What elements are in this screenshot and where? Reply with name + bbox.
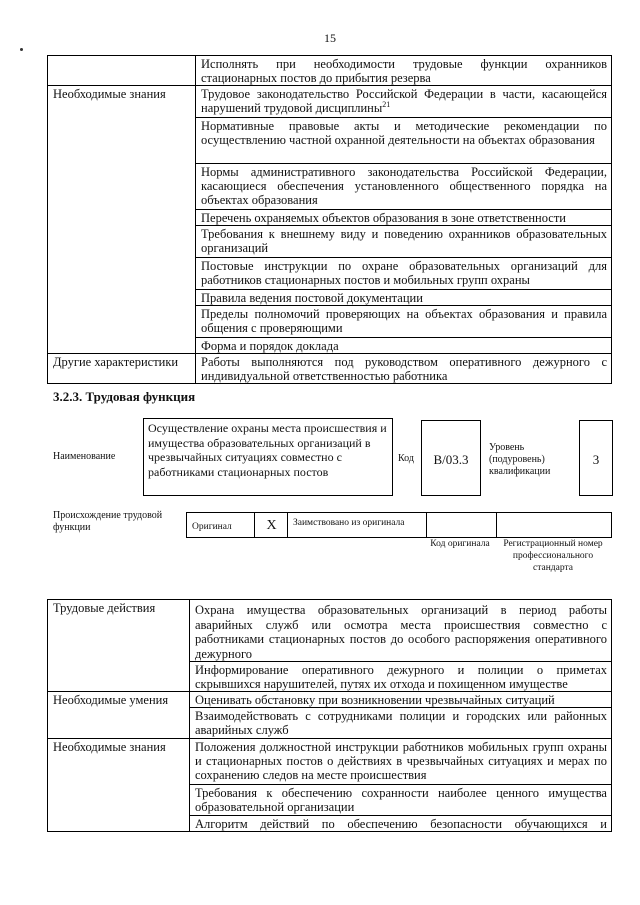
table-cell: Требования к внешнему виду и поведению охранников образовательных организаций	[196, 226, 612, 258]
name-label: Наименование	[53, 451, 116, 462]
reg-number-cell	[497, 513, 612, 538]
table-cell: Требования к обеспечению сохранности наиболее ценного имущества образовательной организации	[190, 785, 612, 816]
knowledge-table	[47, 55, 612, 384]
table-cell: Форма и порядок доклада	[196, 338, 612, 354]
table-cell: Исполнять при необходимости трудовые функции охранников стационарных постов до прибытия резерва	[196, 56, 612, 86]
table-cell-empty	[48, 56, 196, 86]
actions-table	[47, 599, 612, 832]
page-number: 15	[324, 31, 336, 45]
table-cell: Постовые инструкции по охране образовательных организаций для работников стационарных постов и мобильных групп охраны	[196, 258, 612, 290]
code-value: В/03.3	[433, 452, 469, 467]
table-cell: Охрана имущества образовательных организаций в период работы аварийных служб или осмотра места происшествия совместно с работниками стационарных постов до особого распоряжения оперативного дежурного	[190, 600, 612, 662]
table-cell: Перечень охраняемых объектов образования в зоне ответственности	[196, 210, 612, 226]
reg-number-label: Регистрационный номер профессионального стандарта	[503, 539, 603, 573]
row-label-other: Другие характеристики	[48, 354, 196, 384]
table-cell: Взаимодействовать с сотрудниками полиции и городских или районных аварийных служб	[190, 708, 612, 739]
table-cell: Нормы административного законодательства Российской Федерации, касающиеся обеспечения установленного общественного порядка на объектах образования	[196, 164, 612, 210]
level-value: 3	[592, 452, 600, 467]
table-cell: Нормативные правовые акты и методические рекомендации по осуществлению частной охранной деятельности на объектах образования	[196, 118, 612, 164]
section-heading: 3.2.3. Трудовая функция	[53, 389, 196, 404]
row-label-skills: Необходимые умения	[48, 692, 190, 739]
origin-table	[186, 512, 612, 538]
code-original-cell	[427, 513, 497, 538]
table-cell: Трудовое законодательство Российской Федерации в части, касающейся нарушений трудовой дисциплины$^{21}$	[196, 86, 612, 118]
row-label-knowledge-2: Необходимые знания	[48, 739, 190, 832]
table-cell: Работы выполняются под руководством оперативного дежурного с индивидуальной ответственностью работника	[196, 354, 612, 384]
code-label: Код	[398, 453, 414, 464]
table-cell: Положения должностной инструкции работников мобильных групп охраны и стационарных постов о действиях в чрезвычайных ситуациях и мерах по сохранению следов на месте происшествия	[190, 739, 612, 785]
table-cell: Правила ведения постовой документации	[196, 290, 612, 306]
row-label-knowledge: Необходимые знания	[48, 86, 196, 354]
level-box	[579, 420, 613, 496]
origin-label: Происхождение трудовой функции	[53, 510, 163, 533]
original-label: Оригинал	[187, 513, 255, 538]
code-box	[421, 420, 481, 496]
function-name-text: Осуществление охраны места происшествия и имущества образовательных организаций в чрезвычайных ситуациях совместно с работниками стационарных постов	[148, 421, 387, 479]
original-mark: X	[255, 513, 288, 538]
table-cell: Пределы полномочий проверяющих на объектах образования и правила общения с проверяющими	[196, 306, 612, 338]
borrowed-label: Заимствовано из оригинала	[288, 513, 427, 538]
row-label-actions: Трудовые действия	[48, 600, 190, 692]
table-cell: Алгоритм действий по обеспечению безопасности обучающихся и	[190, 816, 612, 832]
code-original-label: Код оригинала	[430, 539, 490, 549]
level-label: Уровень (подуровень) квалификации	[489, 442, 551, 477]
function-name-box	[143, 418, 393, 496]
table-cell: Оценивать обстановку при возникновении чрезвычайных ситуаций	[190, 692, 612, 708]
scan-speck	[20, 48, 23, 51]
footnote-mark: 21	[382, 99, 391, 109]
table-cell: Информирование оперативного дежурного и полиции о приметах скрывшихся нарушителей, путях их отхода и похищенном имуществе	[190, 662, 612, 692]
